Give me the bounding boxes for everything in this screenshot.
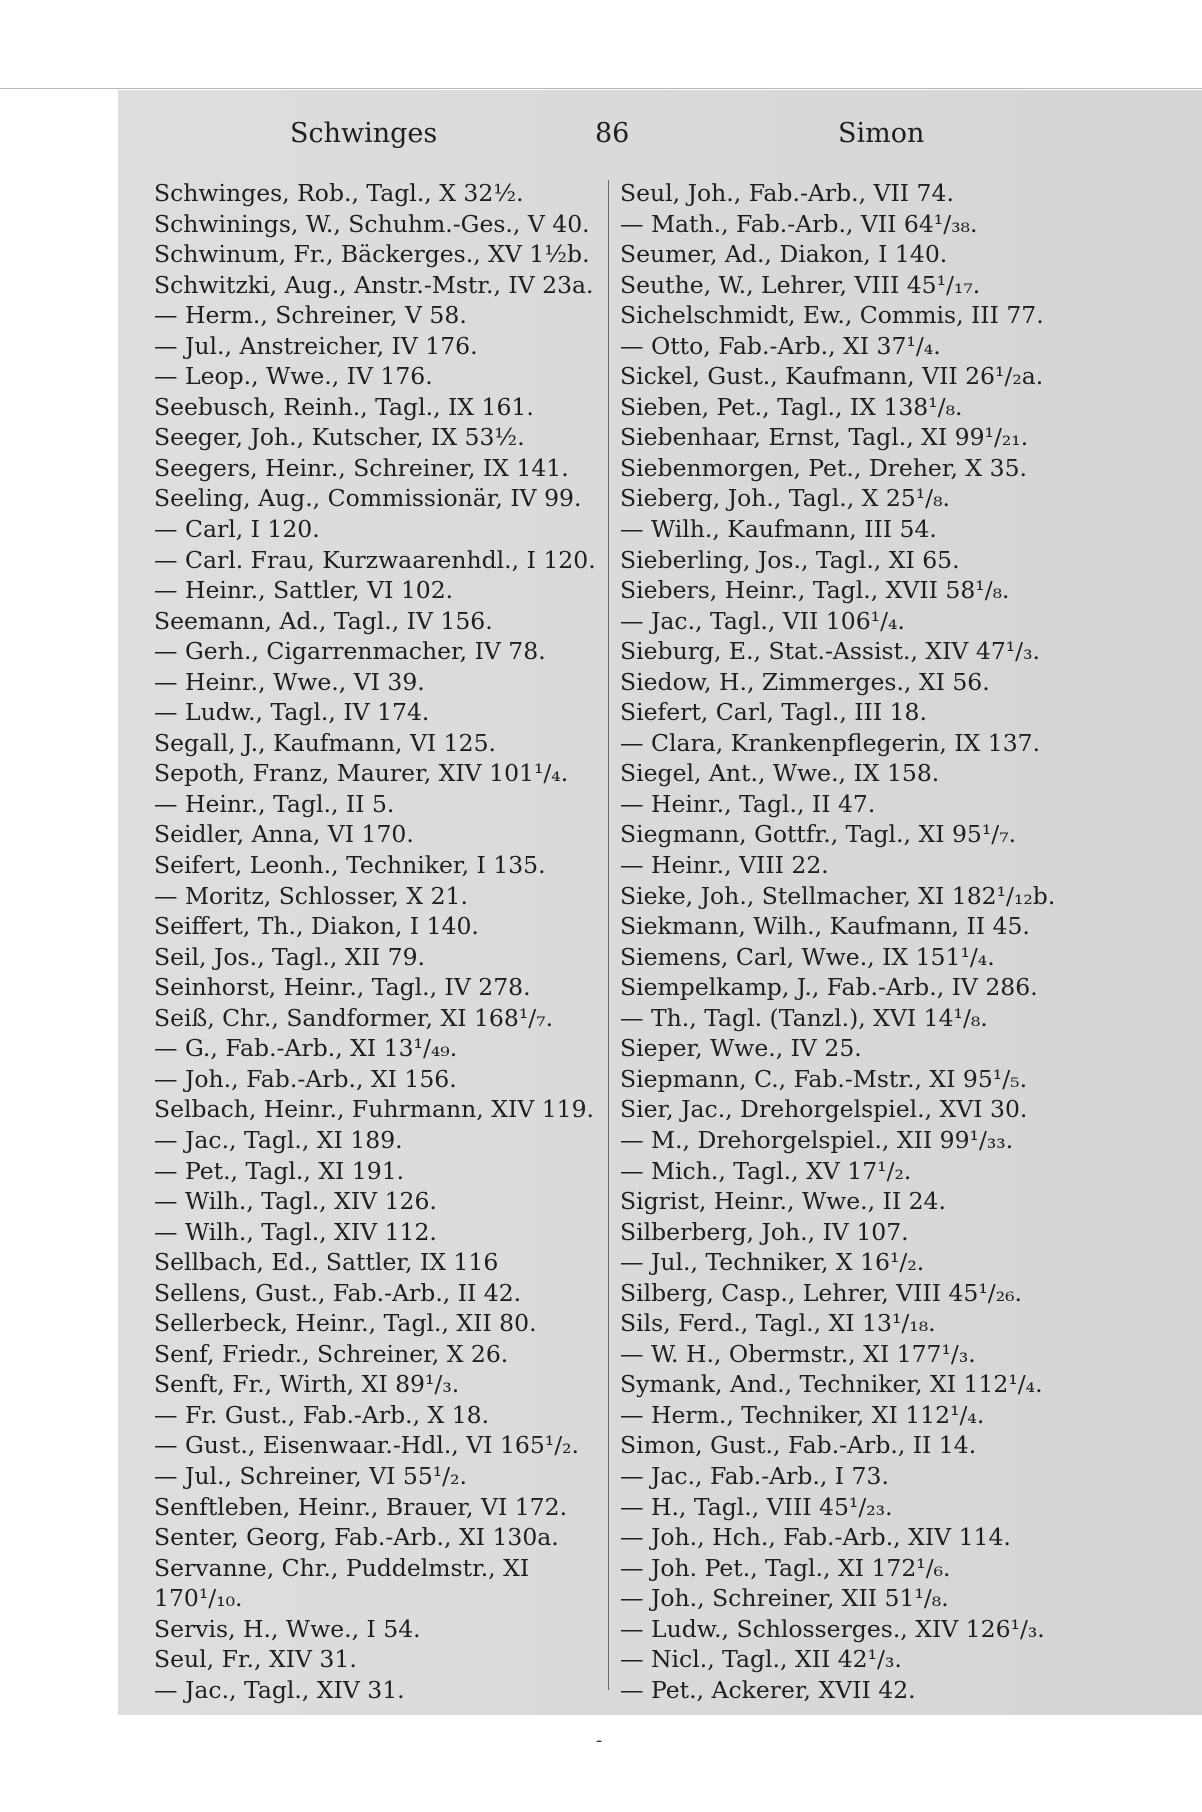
directory-entry: — Gust., Eisenwaar.-Hdl., VI 165¹/₂. [154,1431,580,1460]
directory-entry: Senter, Georg, Fab.-Arb., XI 130a. [154,1523,559,1552]
directory-entry: Seemann, Ad., Tagl., IV 156. [154,606,493,635]
directory-entry: Silberberg, Joh., IV 107. [620,1217,909,1246]
directory-entry: — Heinr., Tagl., II 5. [154,789,395,818]
directory-entry: — Pet., Ackerer, XVII 42. [620,1675,916,1704]
directory-entry: Schwinum, Fr., Bäckerges., XV 1½b. [154,240,590,269]
directory-entry: — Joh., Hch., Fab.-Arb., XIV 114. [620,1523,1011,1552]
directory-entry: — Ludw., Tagl., IV 174. [154,698,430,727]
directory-entry: — Carl. Frau, Kurzwaarenhdl., I 120. [154,545,596,574]
directory-entry: Siefert, Carl, Tagl., III 18. [620,698,927,727]
right-column [620,178,1080,1705]
scan-top-edge [0,88,1202,89]
directory-entry: Sieberling, Jos., Tagl., XI 65. [620,545,960,574]
directory-entry: — Jac., Fab.-Arb., I 73. [620,1461,889,1490]
directory-entry: Senft, Fr., Wirth, XI 89¹/₃. [154,1370,460,1399]
directory-entry: Sepoth, Franz, Maurer, XIV 101¹/₄. [154,759,569,788]
directory-entry: Sieben, Pet., Tagl., IX 138¹/₈. [620,392,963,421]
page-number: 86 [595,118,630,149]
directory-entry: — Leop., Wwe., IV 176. [154,362,433,391]
directory-entry: Schwitzki, Aug., Anstr.-Mstr., IV 23a. [154,270,594,299]
directory-entry: Sieburg, E., Stat.-Assist., XIV 47¹/₃. [620,637,1040,666]
directory-entry: — Jac., Tagl., XIV 31. [154,1675,405,1704]
left-column [154,178,614,1705]
footer-mark: - [596,1730,603,1751]
directory-entry: — Heinr., Wwe., VI 39. [154,667,425,696]
running-head-left: Schwinges [290,118,438,149]
directory-entry: Seinhorst, Heinr., Tagl., IV 278. [154,973,531,1002]
directory-entry: — Wilh., Kaufmann, III 54. [620,515,937,544]
directory-entry: — Heinr., Tagl., II 47. [620,789,876,818]
directory-entry: — Carl, I 120. [154,515,320,544]
directory-entry: — Jac., Tagl., VII 106¹/₄. [620,606,905,635]
directory-entry: Siegel, Ant., Wwe., IX 158. [620,759,940,788]
directory-entry: Siebers, Heinr., Tagl., XVII 58¹/₈. [620,576,1010,605]
directory-entry: Sieper, Wwe., IV 25. [620,1034,862,1063]
directory-entry: Seil, Jos., Tagl., XII 79. [154,942,425,971]
directory-entry: Seeling, Aug., Commissionär, IV 99. [154,484,582,513]
directory-entry: Sickel, Gust., Kaufmann, VII 26¹/₂a. [620,362,1044,391]
directory-entry: — Joh., Schreiner, XII 51¹/₈. [620,1584,949,1613]
directory-entry: Siempelkamp, J., Fab.-Arb., IV 286. [620,973,1038,1002]
directory-entry: — Fr. Gust., Fab.-Arb., X 18. [154,1400,490,1429]
directory-entry: Seul, Joh., Fab.-Arb., VII 74. [620,179,954,207]
directory-entry: — Jac., Tagl., XI 189. [154,1125,403,1154]
directory-entry: Seifert, Leonh., Techniker, I 135. [154,851,546,880]
directory-entry: — Nicl., Tagl., XII 42¹/₃. [620,1645,902,1674]
directory-entry: Siebenmorgen, Pet., Dreher, X 35. [620,453,1028,482]
directory-entry: Senftleben, Heinr., Brauer, VI 172. [154,1492,568,1521]
directory-entry: — Herm., Schreiner, V 58. [154,301,467,330]
directory-entry: Seeger, Joh., Kutscher, IX 53½. [154,423,525,452]
running-head-right: Simon [838,118,925,149]
directory-entry: — Jul., Schreiner, VI 55¹/₂. [154,1461,467,1490]
directory-entry: — W. H., Obermstr., XI 177¹/₃. [620,1339,976,1368]
directory-entry: Sieke, Joh., Stellmacher, XI 182¹/₁₂b. [620,881,1056,910]
directory-entry: Selbach, Heinr., Fuhrmann, XIV 119. [154,1095,595,1124]
directory-entry: Sieberg, Joh., Tagl., X 25¹/₈. [620,484,950,513]
directory-entry: Seiß, Chr., Sandformer, XI 168¹/₇. [154,1003,554,1032]
directory-entry: Sichelschmidt, Ew., Commis, III 77. [620,301,1044,330]
directory-entry: Seebusch, Reinh., Tagl., IX 161. [154,392,534,421]
directory-entry: Servanne, Chr., Puddelmstr., XI [154,1553,530,1582]
directory-entry: — G., Fab.-Arb., XI 13¹/₄₉. [154,1034,458,1063]
directory-entry: Sellens, Gust., Fab.-Arb., II 42. [154,1278,522,1307]
directory-entry: — Pet., Tagl., XI 191. [154,1156,405,1185]
directory-entry: — Joh. Pet., Tagl., XI 172¹/₆. [620,1553,951,1582]
directory-entry: Siegmann, Gottfr., Tagl., XI 95¹/₇. [620,820,1017,849]
directory-entry: Segall, J., Kaufmann, VI 125. [154,728,496,757]
directory-entry: Seuthe, W., Lehrer, VIII 45¹/₁₇. [620,270,981,299]
directory-entry: Siebenhaar, Ernst, Tagl., XI 99¹/₂₁. [620,423,1029,452]
directory-entry: Seegers, Heinr., Schreiner, IX 141. [154,453,569,482]
directory-entry: — Heinr., VIII 22. [620,851,829,880]
directory-entry: — Math., Fab.-Arb., VII 64¹/₃₈. [620,209,978,238]
page-header [150,118,1070,158]
directory-entry: Sils, Ferd., Tagl., XI 13¹/₁₈. [620,1309,936,1338]
directory-entry: — Herm., Techniker, XI 112¹/₄. [620,1400,985,1429]
directory-entry: Silberg, Casp., Lehrer, VIII 45¹/₂₆. [620,1278,1023,1307]
directory-entry: — Th., Tagl. (Tanzl.), XVI 14¹/₈. [620,1003,988,1032]
directory-entry: — Joh., Fab.-Arb., XI 156. [154,1064,457,1093]
directory-entry: — Jul., Techniker, X 16¹/₂. [620,1248,925,1277]
directory-entry: — Heinr., Sattler, VI 102. [154,576,454,605]
directory-entry: Schwinings, W., Schuhm.-Ges., V 40. [154,209,590,238]
directory-entry: Sellerbeck, Heinr., Tagl., XII 80. [154,1309,537,1338]
directory-entry: — Clara, Krankenpflegerin, IX 137. [620,728,1041,757]
directory-entry: Seidler, Anna, VI 170. [154,820,414,849]
directory-entry: Siekmann, Wilh., Kaufmann, II 45. [620,912,1030,941]
directory-entry: Siedow, H., Zimmerges., XI 56. [620,667,990,696]
directory-entry: Siemens, Carl, Wwe., IX 151¹/₄. [620,942,995,971]
directory-entry: Seumer, Ad., Diakon, I 140. [620,240,948,269]
directory-entry: — Wilh., Tagl., XIV 126. [154,1187,437,1216]
directory-entry: — Gerh., Cigarrenmacher, IV 78. [154,637,546,666]
directory-entry: — Otto, Fab.-Arb., XI 37¹/₄. [620,331,941,360]
directory-entry: — Jul., Anstreicher, IV 176. [154,331,478,360]
directory-entry: — Wilh., Tagl., XIV 112. [154,1217,437,1246]
directory-entry: — Mich., Tagl., XV 17¹/₂. [620,1156,912,1185]
directory-entry: — H., Tagl., VIII 45¹/₂₃. [620,1492,893,1521]
directory-entry: Sellbach, Ed., Sattler, IX 116 [154,1248,499,1277]
directory-entry: Sier, Jac., Drehorgelspiel., XVI 30. [620,1095,1028,1124]
directory-entry: Symank, And., Techniker, XI 112¹/₄. [620,1370,1043,1399]
directory-entry: Seul, Fr., XIV 31. [154,1645,357,1674]
directory-entry: 170¹/₁₀. [154,1584,243,1613]
directory-entry: — M., Drehorgelspiel., XII 99¹/₃₃. [620,1125,1014,1154]
directory-entry: Senf, Friedr., Schreiner, X 26. [154,1339,509,1368]
directory-entry: Siepmann, C., Fab.-Mstr., XI 95¹/₅. [620,1064,1028,1093]
directory-entry: — Ludw., Schlosserges., XIV 126¹/₃. [620,1614,1045,1643]
directory-entry: — Moritz, Schlosser, X 21. [154,881,468,910]
directory-entry: Simon, Gust., Fab.-Arb., II 14. [620,1431,977,1460]
directory-entry: Sigrist, Heinr., Wwe., II 24. [620,1187,946,1216]
directory-entry: Servis, H., Wwe., I 54. [154,1614,421,1643]
directory-entry: Seiffert, Th., Diakon, I 140. [154,912,479,941]
directory-entry: Schwinges, Rob., Tagl., X 32½. [154,179,524,207]
column-divider [608,180,609,1690]
